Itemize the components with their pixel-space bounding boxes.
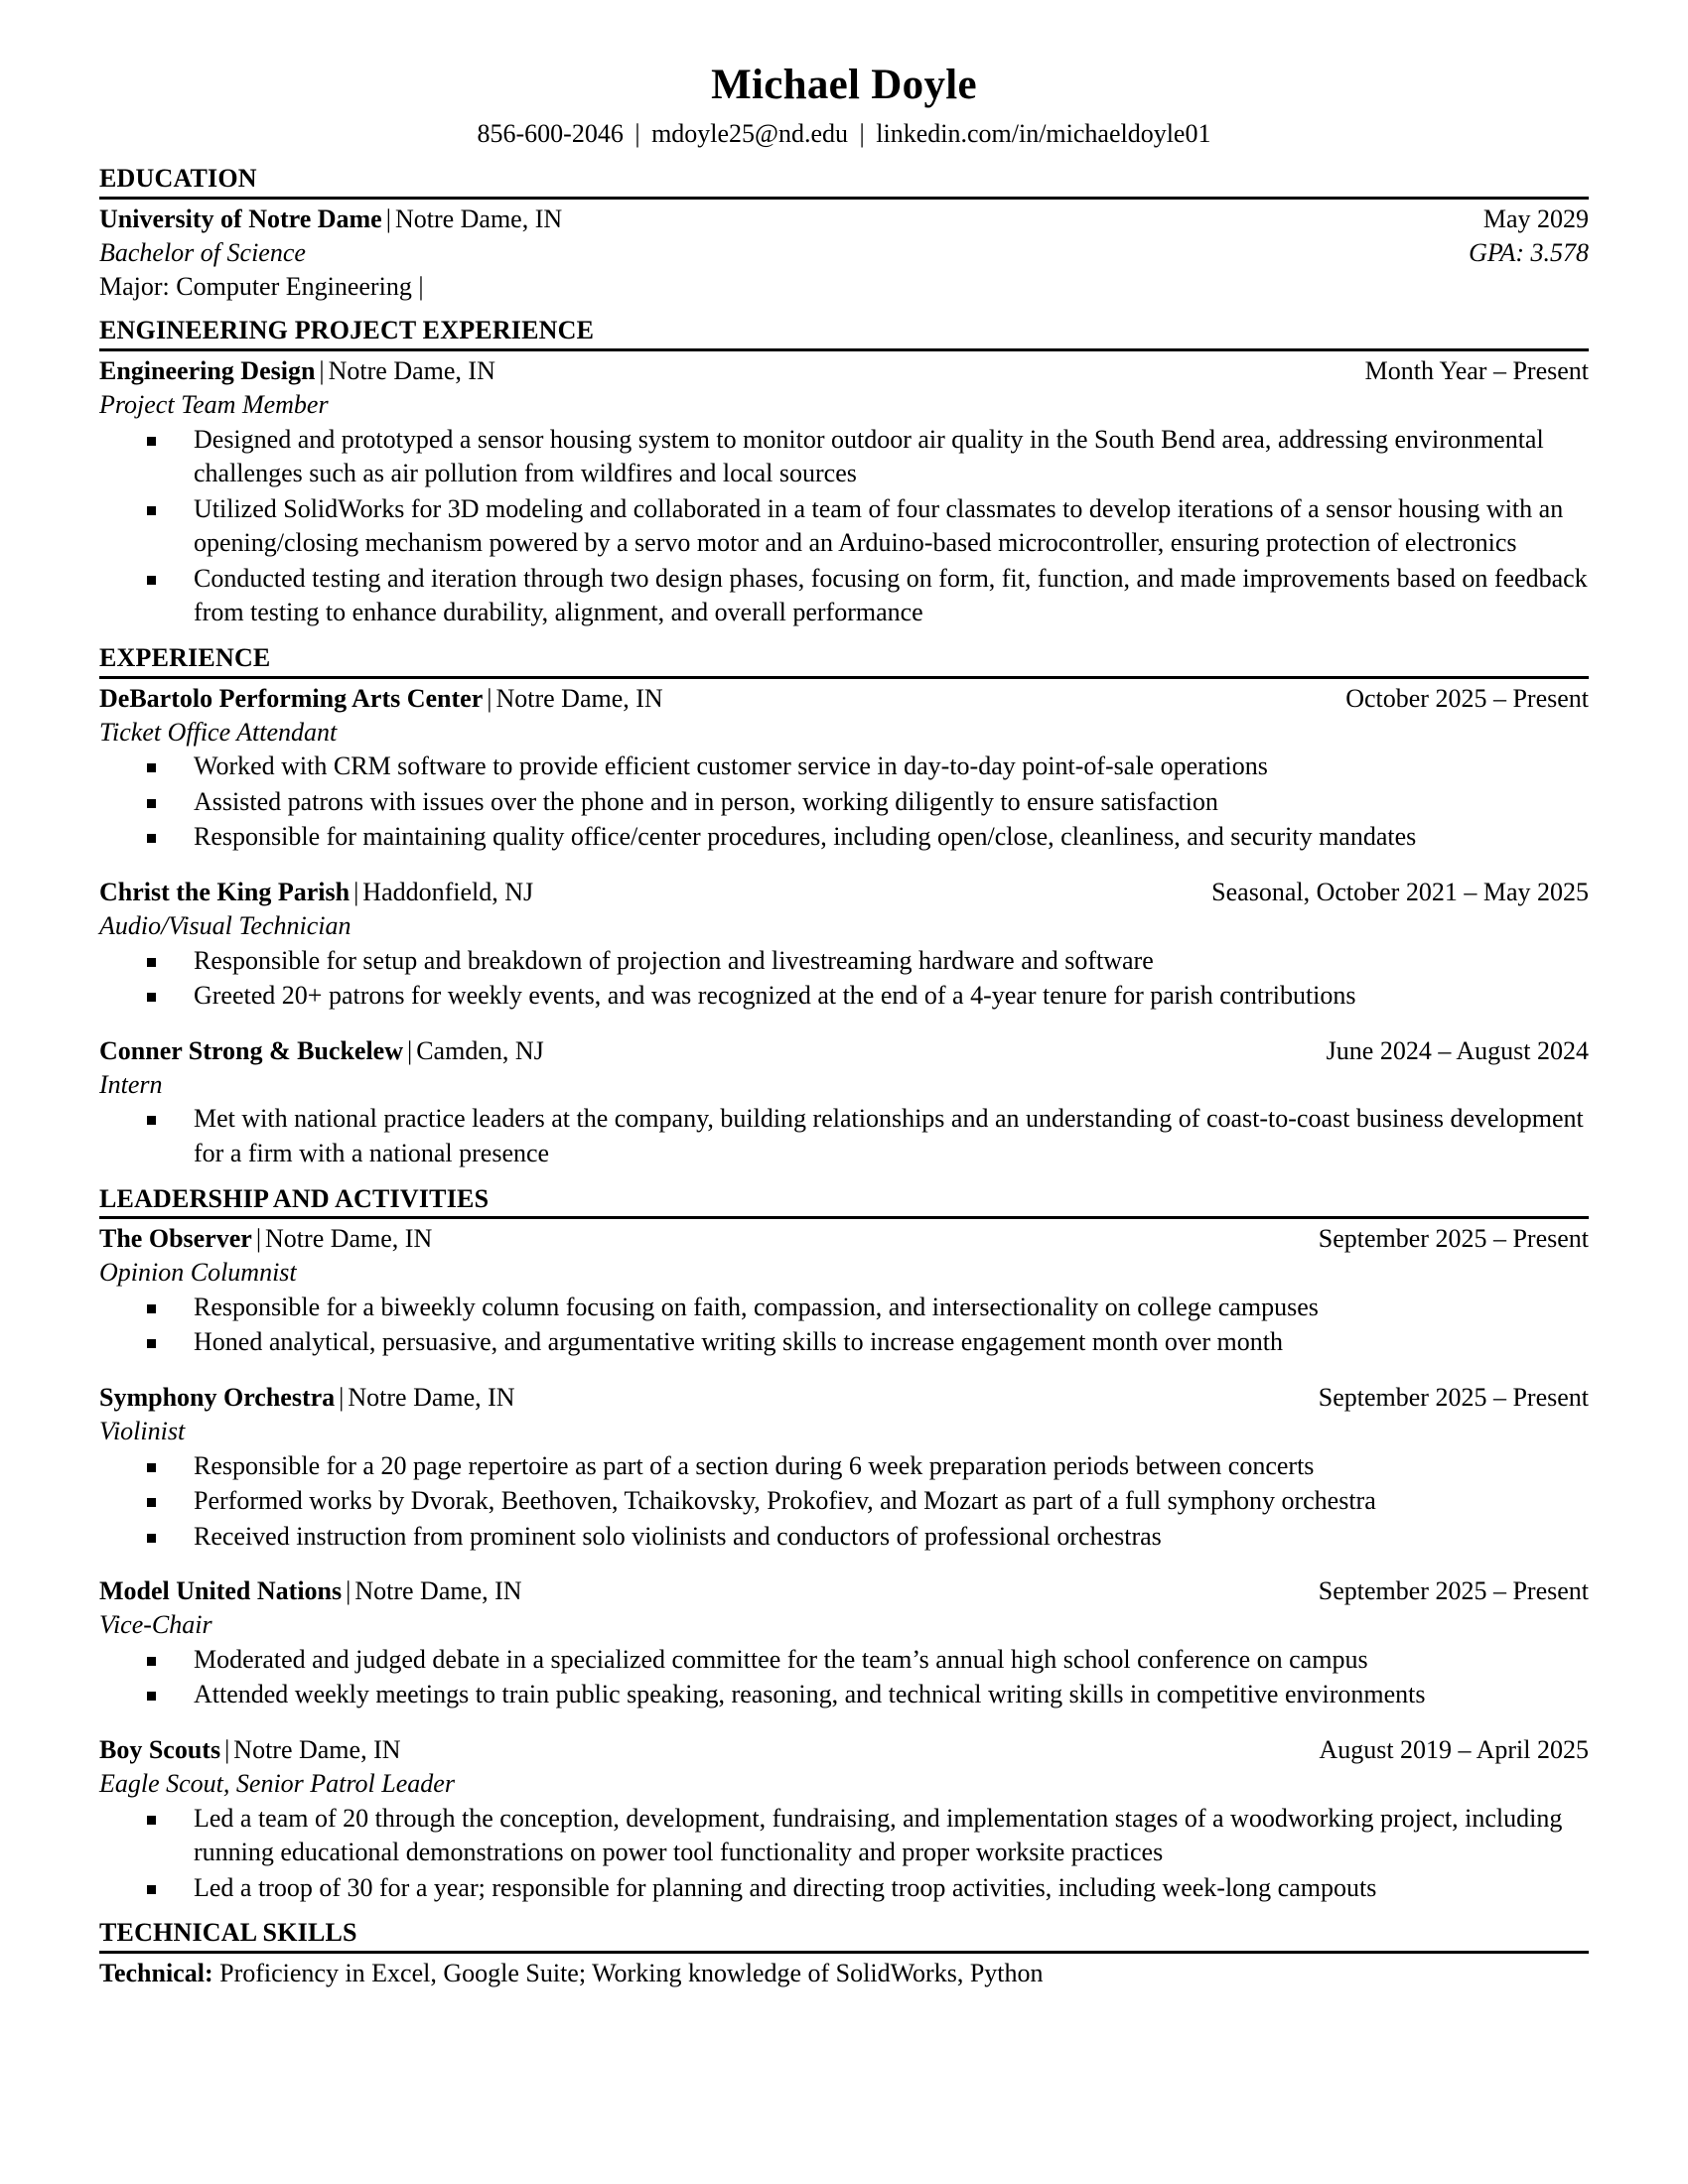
- section-education: [99, 164, 1589, 303]
- resume-entry: [99, 1034, 1589, 1171]
- bullet-item: Designed and prototyped a sensor housing system to monitor outdoor air quality in the South Bend area, addressing environmental challenges such as air pollution from wildfires and local sources: [99, 423, 1589, 491]
- entry-location: Haddonfield, NJ: [362, 878, 534, 907]
- section-title-education: EDUCATION: [99, 164, 257, 194]
- technical-skills-value: Proficiency in Excel, Google Suite; Working knowledge of SolidWorks, Python: [219, 1959, 1044, 1988]
- section-title-technical: TECHNICAL SKILLS: [99, 1918, 357, 1948]
- organization-name: Model United Nations: [99, 1576, 343, 1606]
- section-rule: [99, 676, 1589, 679]
- entry-left: [99, 354, 495, 388]
- contact-separator: |: [634, 119, 640, 149]
- entry-left: [99, 876, 533, 909]
- contact-separator: |: [859, 119, 865, 149]
- phone-number: 856-600-2046: [477, 119, 624, 149]
- entry-pipe: |: [346, 1576, 352, 1606]
- education-entry-left: [99, 203, 562, 236]
- entry-header-row: [99, 1733, 1589, 1767]
- entry-pipe: |: [353, 878, 359, 907]
- bullet-item: Utilized SolidWorks for 3D modeling and collaborated in a team of four classmates to develop iterations of a sensor housing with an opening/closing mechanism powered by a servo motor and an Arduino-based microcontroller, ensuring protection of electronics: [99, 492, 1589, 561]
- entry-location: Notre Dame, IN: [265, 1224, 433, 1254]
- experience-entries: [99, 682, 1589, 1171]
- entry-header-row: [99, 876, 1589, 909]
- entry-bullet-list: [99, 1449, 1589, 1555]
- bullet-item: Led a troop of 30 for a year; responsible for planning and directing troop activities, including week-long campouts: [99, 1871, 1589, 1906]
- education-entry-header: [99, 203, 1589, 236]
- bullet-item: Responsible for a biweekly column focusing on faith, compassion, and intersectionality on college campuses: [99, 1291, 1589, 1325]
- technical-skills-label: Technical:: [99, 1959, 213, 1988]
- organization-name: DeBartolo Performing Arts Center: [99, 683, 484, 713]
- entry-role-title: Vice-Chair: [99, 1610, 212, 1640]
- resume-entry: [99, 1222, 1589, 1360]
- resume-entry: [99, 1574, 1589, 1712]
- bullet-item: Responsible for a 20 page repertoire as part of a section during 6 week preparation periods between concerts: [99, 1449, 1589, 1484]
- entry-role-title: Violinist: [99, 1416, 186, 1445]
- school-name: University of Notre Dame: [99, 204, 382, 233]
- section-rule: [99, 348, 1589, 351]
- bullet-item: Led a team of 20 through the conception, development, fundraising, and implementation stages of a woodworking project, including running educational demonstrations on power tool functionality and proper worksite practices: [99, 1802, 1589, 1870]
- organization-name: Conner Strong & Buckelew: [99, 1035, 403, 1065]
- section-rule: [99, 1951, 1589, 1954]
- bullet-item: Assisted patrons with issues over the phone and in person, working diligently to ensure satisfaction: [99, 785, 1589, 820]
- education-degree-row: [99, 236, 1589, 270]
- section-engineering-project-experience: [99, 316, 1589, 630]
- resume-entry: [99, 354, 1589, 630]
- entry-location: Notre Dame, IN: [354, 1576, 522, 1606]
- entry-location: Notre Dame, IN: [348, 1382, 515, 1412]
- section-technical-skills: [99, 1918, 1589, 1990]
- entry-pipe: |: [319, 355, 325, 385]
- technical-skills-line: [99, 1957, 1589, 1990]
- entry-location: Notre Dame, IN: [328, 355, 495, 385]
- email-address[interactable]: mdoyle25@nd.edu: [651, 119, 849, 149]
- candidate-name: Michael Doyle: [711, 62, 977, 108]
- education-date: May 2029: [1482, 204, 1589, 233]
- entry-pipe: |: [255, 1224, 262, 1254]
- major-line: Major: Computer Engineering |: [99, 271, 424, 301]
- school-location: Notre Dame, IN: [394, 204, 563, 233]
- entry-bullet-list: [99, 1643, 1589, 1712]
- resume-entry: [99, 682, 1589, 855]
- entry-left: [99, 682, 663, 716]
- resume-header: [99, 0, 1589, 151]
- entry-date: August 2019 – April 2025: [1319, 1735, 1589, 1765]
- entry-left: [99, 1034, 544, 1068]
- entry-pipe: |: [487, 683, 492, 713]
- bullet-item: Attended weekly meetings to train public speaking, reasoning, and technical writing skills in competitive environments: [99, 1678, 1589, 1712]
- entry-header-row: [99, 682, 1589, 716]
- entry-role-title: Eagle Scout, Senior Patrol Leader: [99, 1768, 455, 1798]
- entry-location: Notre Dame, IN: [233, 1735, 401, 1765]
- entry-role-title: Audio/Visual Technician: [99, 910, 352, 940]
- bullet-item: Performed works by Dvorak, Beethoven, Tchaikovsky, Prokofiev, and Mozart as part of a full symphony orchestra: [99, 1484, 1589, 1519]
- entry-header-row: [99, 1034, 1589, 1068]
- bullet-item: Honed analytical, persuasive, and argumentative writing skills to increase engagement month over month: [99, 1325, 1589, 1360]
- entry-role-title: Opinion Columnist: [99, 1258, 297, 1288]
- section-leadership-and-activities: [99, 1184, 1589, 1906]
- entry-date: September 2025 – Present: [1318, 1576, 1589, 1606]
- section-rule: [99, 1216, 1589, 1219]
- engineering-entries: [99, 354, 1589, 630]
- bullet-item: Responsible for setup and breakdown of projection and livestreaming hardware and software: [99, 944, 1589, 979]
- bullet-item: Met with national practice leaders at the company, building relationships and an understanding of coast-to-coast business development for a firm with a national presence: [99, 1102, 1589, 1170]
- section-title-leadership: LEADERSHIP AND ACTIVITIES: [99, 1183, 490, 1213]
- entry-date: September 2025 – Present: [1318, 1382, 1589, 1412]
- contact-line: [99, 116, 1589, 151]
- entry-bullet-list: [99, 750, 1589, 855]
- bullet-item: Responsible for maintaining quality office/center procedures, including open/close, cleanliness, and security mandates: [99, 820, 1589, 855]
- organization-name: Boy Scouts: [99, 1735, 221, 1765]
- entry-bullet-list: [99, 423, 1589, 630]
- entry-date: Seasonal, October 2021 – May 2025: [1211, 878, 1589, 907]
- entry-pipe: |: [224, 1735, 230, 1765]
- resume-entry: [99, 1381, 1589, 1554]
- organization-name: Christ the King Parish: [99, 878, 351, 907]
- degree-name: Bachelor of Science: [99, 237, 306, 267]
- education-major-row: [99, 270, 1589, 304]
- bullet-item: Conducted testing and iteration through two design phases, focusing on form, fit, function, and made improvements based on feedback from testing to enhance durability, alignment, and overall performance: [99, 562, 1589, 630]
- linkedin-url[interactable]: linkedin.com/in/michaeldoyle01: [876, 119, 1211, 149]
- entry-header-row: [99, 1574, 1589, 1608]
- bullet-item: Moderated and judged debate in a specialized committee for the team’s annual high school conference on campus: [99, 1643, 1589, 1678]
- entry-left: [99, 1381, 515, 1415]
- entry-role-title: Project Team Member: [99, 389, 329, 419]
- organization-name: Engineering Design: [99, 355, 316, 385]
- entry-pipe: |: [407, 1035, 413, 1065]
- resume-entry: [99, 876, 1589, 1014]
- entry-bullet-list: [99, 1291, 1589, 1360]
- entry-left: [99, 1733, 401, 1767]
- bullet-item: Greeted 20+ patrons for weekly events, and was recognized at the end of a 4-year tenure for parish contributions: [99, 979, 1589, 1014]
- entry-left: [99, 1222, 432, 1256]
- resume-entry: [99, 1733, 1589, 1905]
- entry-date: September 2025 – Present: [1318, 1224, 1589, 1254]
- entry-location: Notre Dame, IN: [495, 683, 663, 713]
- entry-location: Camden, NJ: [416, 1035, 544, 1065]
- section-title-experience: EXPERIENCE: [99, 643, 271, 673]
- section-title-engineering: ENGINEERING PROJECT EXPERIENCE: [99, 316, 595, 345]
- entry-role-title: Intern: [99, 1069, 163, 1099]
- entry-pipe: |: [385, 204, 391, 233]
- entry-bullet-list: [99, 1802, 1589, 1906]
- entry-header-row: [99, 354, 1589, 388]
- section-experience: [99, 643, 1589, 1171]
- entry-date: October 2025 – Present: [1345, 683, 1589, 713]
- bullet-item: Received instruction from prominent solo violinists and conductors of professional orchestras: [99, 1520, 1589, 1555]
- gpa-value: GPA: 3.578: [1469, 237, 1589, 267]
- entry-header-row: [99, 1222, 1589, 1256]
- entry-date: Month Year – Present: [1364, 355, 1589, 385]
- entry-header-row: [99, 1381, 1589, 1415]
- entry-pipe: |: [339, 1382, 345, 1412]
- entry-date: June 2024 – August 2024: [1326, 1035, 1589, 1065]
- bullet-item: Worked with CRM software to provide efficient customer service in day-to-day point-of-sale operations: [99, 750, 1589, 784]
- education-entry: [99, 203, 1589, 303]
- entry-left: [99, 1574, 522, 1608]
- section-rule: [99, 197, 1589, 200]
- entry-bullet-list: [99, 1102, 1589, 1170]
- leadership-entries: [99, 1222, 1589, 1905]
- organization-name: Symphony Orchestra: [99, 1382, 336, 1412]
- entry-bullet-list: [99, 944, 1589, 1014]
- organization-name: The Observer: [99, 1224, 252, 1254]
- entry-role-title: Ticket Office Attendant: [99, 717, 338, 747]
